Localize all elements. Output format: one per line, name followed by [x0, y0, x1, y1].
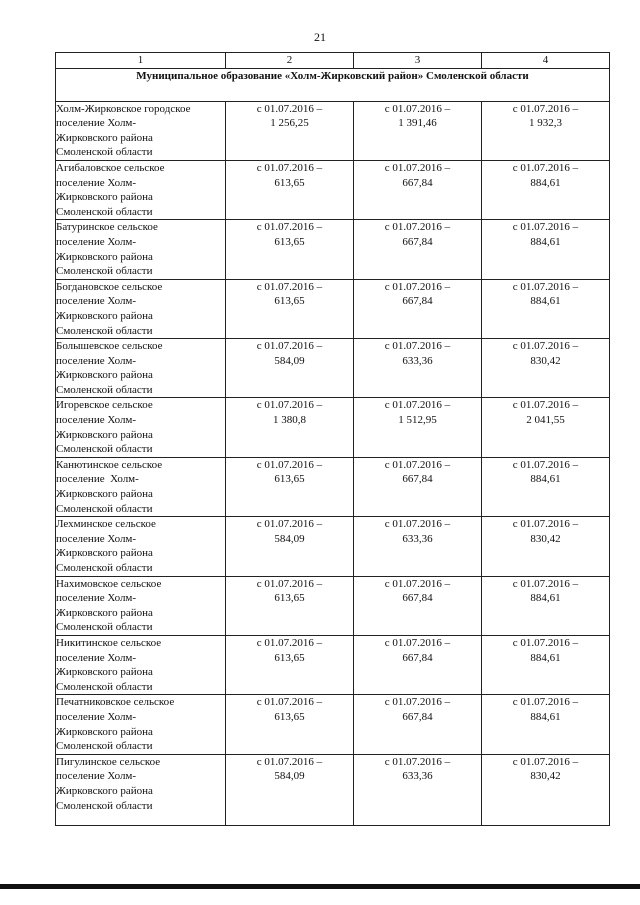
settlement-name-line: Нахимовское сельское [56, 577, 162, 590]
tariff-date: с 01.07.2016 – [256, 102, 323, 115]
tariff-cell-c2 [226, 517, 354, 576]
settlement-name-line: Игоревское сельское [56, 399, 153, 412]
tariff-cell-c2 [226, 160, 354, 219]
tariff-date: с 01.07.2016 – [256, 280, 323, 293]
tariff-cell-c4 [482, 517, 610, 576]
settlement-name-line: Жирковского района [56, 309, 153, 322]
tariff-date: с 01.07.2016 – [384, 696, 451, 709]
tariff-date: с 01.07.2016 – [256, 399, 323, 412]
table-row [56, 220, 610, 279]
settlement-name-line: Жирковского района [56, 784, 153, 797]
column-number-4: 4 [482, 53, 610, 69]
settlement-name-line: поселение Холм- [56, 473, 139, 486]
tariff-date: с 01.07.2016 – [512, 399, 579, 412]
tariff-date: с 01.07.2016 – [256, 221, 323, 234]
tariff-cell-c3 [354, 576, 482, 635]
tariff-date: с 01.07.2016 – [512, 280, 579, 293]
tariff-value: 584,09 [274, 532, 305, 545]
tariff-date: с 01.07.2016 – [512, 161, 579, 174]
tariff-date: с 01.07.2016 – [384, 636, 451, 649]
section-title-row [56, 68, 610, 101]
tariff-date: с 01.07.2016 – [256, 161, 323, 174]
tariff-cell-c2 [226, 695, 354, 754]
tariff-value: 667,84 [402, 651, 433, 664]
tariff-value: 667,84 [402, 176, 433, 189]
tariff-date: с 01.07.2016 – [512, 518, 579, 531]
tariff-value: 1 256,25 [270, 117, 309, 130]
tariff-date: с 01.07.2016 – [256, 577, 323, 590]
tariff-cell-c4 [482, 754, 610, 825]
tariff-date: с 01.07.2016 – [512, 102, 579, 115]
tariff-cell-c4 [482, 635, 610, 694]
tariff-value: 884,61 [530, 295, 561, 308]
tariff-cell-c3 [354, 635, 482, 694]
settlement-name-cell [56, 101, 226, 160]
tariff-cell-c3 [354, 517, 482, 576]
tariff-date: с 01.07.2016 – [384, 280, 451, 293]
settlement-name-line: Смоленской области [56, 205, 153, 218]
tariff-value: 633,36 [402, 354, 433, 367]
tariff-date: с 01.07.2016 – [512, 696, 579, 709]
tariff-value: 613,65 [274, 235, 305, 248]
column-number-2: 2 [226, 53, 354, 69]
settlement-name-line: Жирковского района [56, 488, 153, 501]
tariff-value: 613,65 [274, 473, 305, 486]
settlement-name-line: Жирковского района [56, 725, 153, 738]
settlement-name-cell [56, 339, 226, 398]
settlement-name-line: Смоленской области [56, 324, 153, 337]
settlement-name-line: Жирковского района [56, 191, 153, 204]
tariff-cell-c4 [482, 101, 610, 160]
settlement-name-line: Смоленской области [56, 621, 153, 634]
settlement-name-line: Болышевское сельское [56, 340, 163, 353]
settlement-name-line: Агибаловское сельское [56, 161, 165, 174]
settlement-name-cell [56, 398, 226, 457]
tariff-value: 667,84 [402, 710, 433, 723]
tariff-cell-c4 [482, 398, 610, 457]
settlement-name-line: Смоленской области [56, 502, 153, 515]
tariff-cell-c3 [354, 695, 482, 754]
settlement-name-line: Смоленской области [56, 799, 153, 812]
settlement-name-line: Жирковского района [56, 131, 153, 144]
settlement-name-line: поселение Холм- [56, 414, 137, 427]
settlement-name-line: Холм-Жирковское городское [56, 102, 191, 115]
settlement-name-cell [56, 279, 226, 338]
tariff-date: с 01.07.2016 – [384, 577, 451, 590]
settlement-name-cell [56, 635, 226, 694]
settlement-name-line: поселение Холм- [56, 176, 137, 189]
settlement-name-line: поселение Холм- [56, 354, 137, 367]
tariff-value: 584,09 [274, 770, 305, 783]
settlement-name-line: Смоленской области [56, 146, 153, 159]
tariff-cell-c4 [482, 339, 610, 398]
settlement-name-line: Лехминское сельское [56, 518, 156, 531]
table-row [56, 517, 610, 576]
settlement-name-line: Богдановское сельское [56, 280, 163, 293]
table-row [56, 635, 610, 694]
tariff-date: с 01.07.2016 – [256, 636, 323, 649]
page-number: 21 [314, 30, 326, 44]
section-title: Муниципальное образование «Холм-Жирковский район» Смоленской области [56, 68, 610, 101]
tariff-date: с 01.07.2016 – [384, 102, 451, 115]
tariff-value: 1 380,8 [273, 414, 306, 427]
tariff-date: с 01.07.2016 – [256, 755, 323, 768]
settlement-name-line: Жирковского района [56, 428, 153, 441]
tariff-date: с 01.07.2016 – [256, 340, 323, 353]
tariff-value: 884,61 [530, 710, 561, 723]
table-row [56, 695, 610, 754]
settlement-name-line: поселение Холм- [56, 592, 137, 605]
tariff-value: 667,84 [402, 473, 433, 486]
tariff-date: с 01.07.2016 – [384, 518, 451, 531]
settlement-name-line: Смоленской области [56, 562, 153, 574]
tariff-value: 884,61 [530, 592, 561, 605]
tariff-date: с 01.07.2016 – [512, 340, 579, 353]
settlement-name-line: Смоленской области [56, 265, 153, 278]
settlement-name-line: Жирковского района [56, 250, 153, 263]
tariff-date: с 01.07.2016 – [256, 458, 323, 471]
settlement-name-cell [56, 576, 226, 635]
settlement-name-cell [56, 695, 226, 754]
tariff-cell-c4 [482, 160, 610, 219]
table-row [56, 398, 610, 457]
footer-bar [0, 884, 640, 889]
tariff-date: с 01.07.2016 – [384, 221, 451, 234]
tariff-date: с 01.07.2016 – [512, 636, 579, 649]
table-row [56, 279, 610, 338]
tariff-value: 613,65 [274, 592, 305, 605]
tariff-cell-c4 [482, 220, 610, 279]
tariff-value: 884,61 [530, 176, 561, 189]
tariff-cell-c2 [226, 576, 354, 635]
tariff-table [55, 52, 610, 826]
tariff-date: с 01.07.2016 – [256, 696, 323, 709]
tariff-cell-c3 [354, 101, 482, 160]
settlement-name-line: поселение Холм- [56, 770, 137, 783]
settlement-name-cell [56, 160, 226, 219]
settlement-name-line: Жирковского района [56, 606, 153, 619]
settlement-name-line: Смоленской области [56, 443, 153, 456]
tariff-value: 633,36 [402, 770, 433, 783]
table-row [56, 101, 610, 160]
tariff-value: 830,42 [530, 532, 561, 545]
settlement-name-cell [56, 220, 226, 279]
tariff-cell-c3 [354, 398, 482, 457]
tariff-cell-c2 [226, 754, 354, 825]
tariff-cell-c3 [354, 279, 482, 338]
tariff-cell-c2 [226, 220, 354, 279]
tariff-value: 584,09 [274, 354, 305, 367]
settlement-name-line: Печатниковское сельское [56, 696, 175, 709]
settlement-name-line: Смоленской области [56, 383, 153, 396]
tariff-cell-c2 [226, 635, 354, 694]
settlement-name-line: поселение Холм- [56, 532, 137, 545]
tariff-value: 667,84 [402, 295, 433, 308]
tariff-value: 613,65 [274, 710, 305, 723]
table-row [56, 754, 610, 825]
tariff-value: 1 932,3 [529, 117, 562, 130]
settlement-name-line: Жирковского района [56, 666, 153, 679]
settlement-name-line: Смоленской области [56, 740, 153, 753]
tariff-date: с 01.07.2016 – [384, 458, 451, 471]
table-row [56, 339, 610, 398]
column-number-3: 3 [354, 53, 482, 69]
tariff-cell-c2 [226, 279, 354, 338]
tariff-cell-c4 [482, 279, 610, 338]
settlement-name-line: Жирковского района [56, 369, 153, 382]
tariff-value: 613,65 [274, 295, 305, 308]
tariff-value: 830,42 [530, 770, 561, 783]
tariff-cell-c2 [226, 101, 354, 160]
tariff-cell-c2 [226, 398, 354, 457]
tariff-cell-c4 [482, 576, 610, 635]
settlement-name-line: Канютинское сельское [56, 458, 163, 471]
table-row [56, 457, 610, 516]
tariff-value: 613,65 [274, 651, 305, 664]
column-number-1: 1 [56, 53, 226, 69]
table-row [56, 576, 610, 635]
tariff-date: с 01.07.2016 – [384, 399, 451, 412]
tariff-date: с 01.07.2016 – [384, 755, 451, 768]
tariff-value: 2 041,55 [526, 414, 565, 427]
tariff-date: с 01.07.2016 – [384, 161, 451, 174]
settlement-name-line: поселение Холм- [56, 295, 137, 308]
tariff-cell-c2 [226, 457, 354, 516]
tariff-date: с 01.07.2016 – [256, 518, 323, 531]
tariff-date: с 01.07.2016 – [512, 221, 579, 234]
settlement-name-line: поселение Холм- [56, 235, 137, 248]
tariff-value: 830,42 [530, 354, 561, 367]
tariff-value: 1 391,46 [398, 117, 437, 130]
tariff-date: с 01.07.2016 – [512, 755, 579, 768]
settlement-name-line: Жирковского района [56, 547, 153, 560]
tariff-cell-c3 [354, 220, 482, 279]
settlement-name-line: Смоленской области [56, 680, 153, 693]
settlement-name-line: Батуринское сельское [56, 221, 158, 234]
tariff-cell-c2 [226, 339, 354, 398]
tariff-date: с 01.07.2016 – [512, 458, 579, 471]
settlement-name-line: Пигулинское сельское [56, 755, 161, 768]
tariff-date: с 01.07.2016 – [512, 577, 579, 590]
tariff-value: 613,65 [274, 176, 305, 189]
settlement-name-line: поселение Холм- [56, 710, 137, 723]
tariff-cell-c3 [354, 339, 482, 398]
tariff-value: 884,61 [530, 651, 561, 664]
tariff-value: 884,61 [530, 473, 561, 486]
tariff-cell-c4 [482, 457, 610, 516]
tariff-value: 633,36 [402, 532, 433, 545]
tariff-value: 884,61 [530, 235, 561, 248]
tariff-value: 1 512,95 [398, 414, 437, 427]
tariff-cell-c4 [482, 695, 610, 754]
tariff-cell-c3 [354, 457, 482, 516]
table-row [56, 160, 610, 219]
settlement-name-cell [56, 517, 226, 576]
tariff-cell-c3 [354, 754, 482, 825]
tariff-value: 667,84 [402, 592, 433, 605]
settlement-name-cell [56, 457, 226, 516]
tariff-cell-c3 [354, 160, 482, 219]
settlement-name-line: Никитинское сельское [56, 636, 162, 649]
settlement-name-line: поселение Холм- [56, 651, 137, 664]
tariff-date: с 01.07.2016 – [384, 340, 451, 353]
settlement-name-cell [56, 754, 226, 825]
tariff-value: 667,84 [402, 235, 433, 248]
column-number-header-row [56, 53, 610, 69]
settlement-name-line: поселение Холм- [56, 117, 137, 130]
